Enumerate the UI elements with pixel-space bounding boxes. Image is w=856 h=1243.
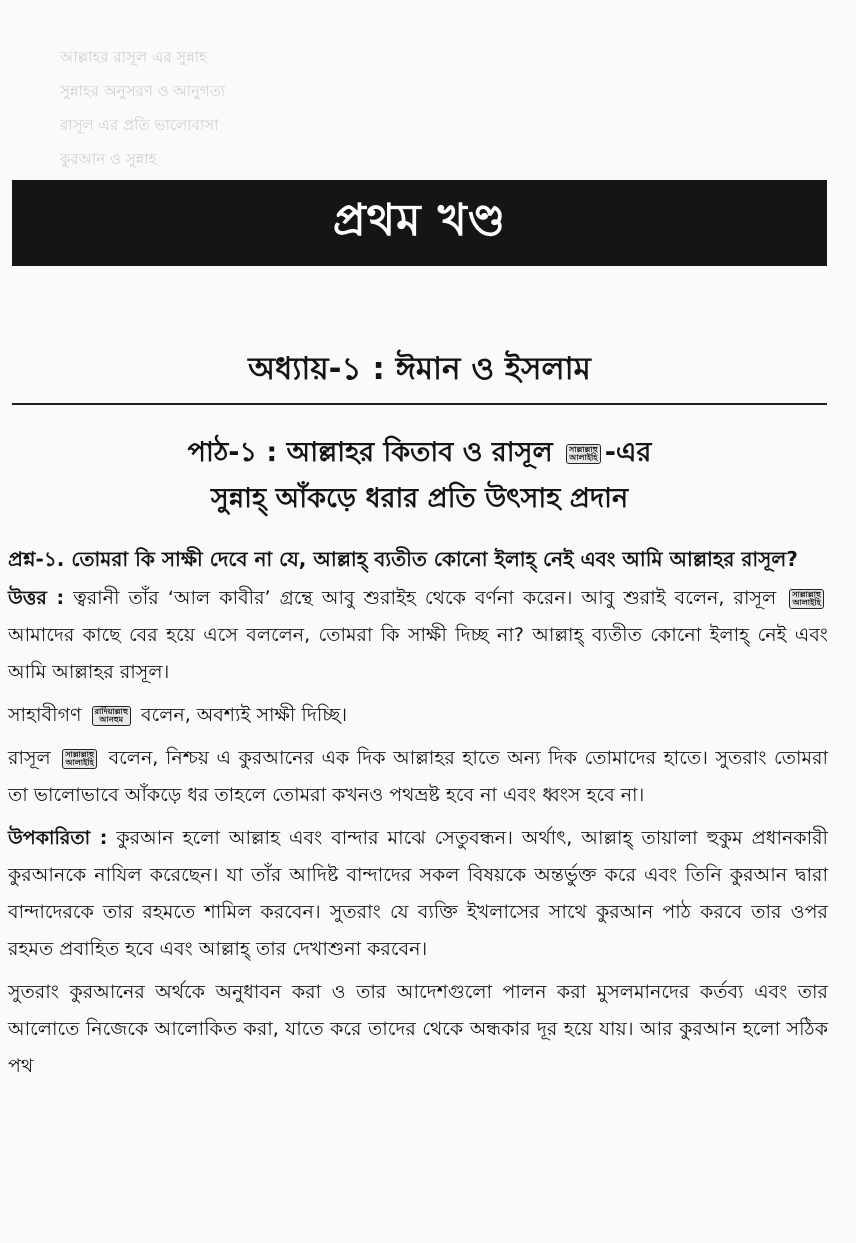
question-1: প্রশ্ন-১. তোমরা কি সাক্ষী দেবে না যে, আল্লাহ্ ব্যতীত কোনো ইলাহ্ নেই এবং আমি আল্লাহর রাসূল? bbox=[8, 547, 798, 571]
chapter-divider bbox=[12, 403, 827, 405]
benefit-label: উপকারিতা : bbox=[8, 827, 108, 849]
salawat-honorific: সাল্লাল্লাহু আলাইহি bbox=[62, 749, 97, 769]
lesson-title-line-2: সুন্নাহ্ আঁকড়ে ধরার প্রতি উৎসাহ প্রদান bbox=[210, 483, 629, 514]
bleed-line: সুন্নাহর অনুসরণ ও আনুগত্য bbox=[60, 82, 226, 100]
lesson-body bbox=[8, 540, 828, 1091]
answer-paragraph: উত্তর : ত্বরানী তাঁর ‘আল কাবীর’ গ্রন্থে আবু শুরাইহ থেকে বর্ণনা করেন। আবু শুরাই বলেন, রাসূল সাল্লাল্লাহু আলাইহি আমাদের কাছে বের হয়ে এসে বললেন, তোমরা কি সাক্ষী দিচ্ছ না? আল্লাহ্ ব্যতীত কোনো ইলাহ্ নেই এবং আমি আল্লাহর রাসূল। bbox=[8, 587, 828, 683]
prophet-saying-paragraph: রাসূল সাল্লাল্লাহু আলাইহি বলেন, নিশ্চয় এ কুরআনের এক দিক আল্লাহর হাতে অন্য দিক তোমাদের হাতে। সুতরাং তোমরা তা ভালোভাবে আঁকড়ে ধর তাহলে তোমরা কখনও পথভ্রষ্ট হবে না এবং ধ্বংস হবে না। bbox=[8, 747, 828, 806]
salawat-honorific: সাল্লাল্লাহু আলাইহি bbox=[789, 589, 824, 609]
chapter-title: অধ্যায়-১ : ঈমান ও ইসলাম bbox=[248, 351, 591, 387]
bleed-line: আল্লাহর রাসূল এর সুন্নাহ bbox=[60, 48, 208, 66]
radi-honorific: রাদিয়াল্লাহু আনহুম bbox=[92, 706, 131, 726]
companions-paragraph: সাহাবীগণ রাদিয়াল্লাহু আনহুম বলেন, অবশ্যই সাক্ষী দিচ্ছি। bbox=[8, 704, 348, 726]
part-title: প্রথম খণ্ড bbox=[332, 194, 507, 246]
conclusion-paragraph: সুতরাং কুরআনের অর্থকে অনুধাবন করা ও তার আদেশগুলো পালন করা মুসলমানদের কর্তব্য এবং তার আলোতে নিজেকে আলোকিত করা, যাতে করে তাদের থেকে অন্ধকার দূর হয়ে যায়। আর কুরআন হলো সঠিক পথ bbox=[8, 981, 828, 1077]
salawat-honorific: সাল্লাল্লাহু আলাইহি bbox=[566, 444, 601, 464]
part-title-banner bbox=[12, 180, 827, 266]
lesson-title bbox=[12, 430, 827, 522]
bleed-line: রাসূল এর প্রতি ভালোবাসা bbox=[60, 116, 219, 134]
lesson-title-line-1: পাঠ-১ : আল্লাহর কিতাব ও রাসূল সাল্লাল্লাহু আলাইহি -এর bbox=[187, 437, 652, 468]
benefit-paragraph: উপকারিতা : কুরআন হলো আল্লাহ এবং বান্দার মাঝে সেতুবন্ধন। অর্থাৎ, আল্লাহ্ তায়ালা হুকুম প্রধানকারী কুরআনকে নাযিল করেছেন। যা তাঁর আদিষ্ট বান্দাদের সকল বিষয়কে অন্তর্ভুক্ত করে এবং তিনি কুরআন দ্বারা বান্দাদেরকে তার রহমতে শামিল করবেন। সুতরাং যে ব্যক্তি ইখলাসের সাথে কুরআন পাঠ করবে তার ওপর রহমত প্রবাহিত হবে এবং আল্লাহ্ তার দেখাশুনা করবেন। bbox=[8, 827, 828, 960]
answer-label: উত্তর : bbox=[8, 587, 65, 609]
bleed-line: কুরআন ও সুন্নাহ bbox=[60, 150, 157, 168]
